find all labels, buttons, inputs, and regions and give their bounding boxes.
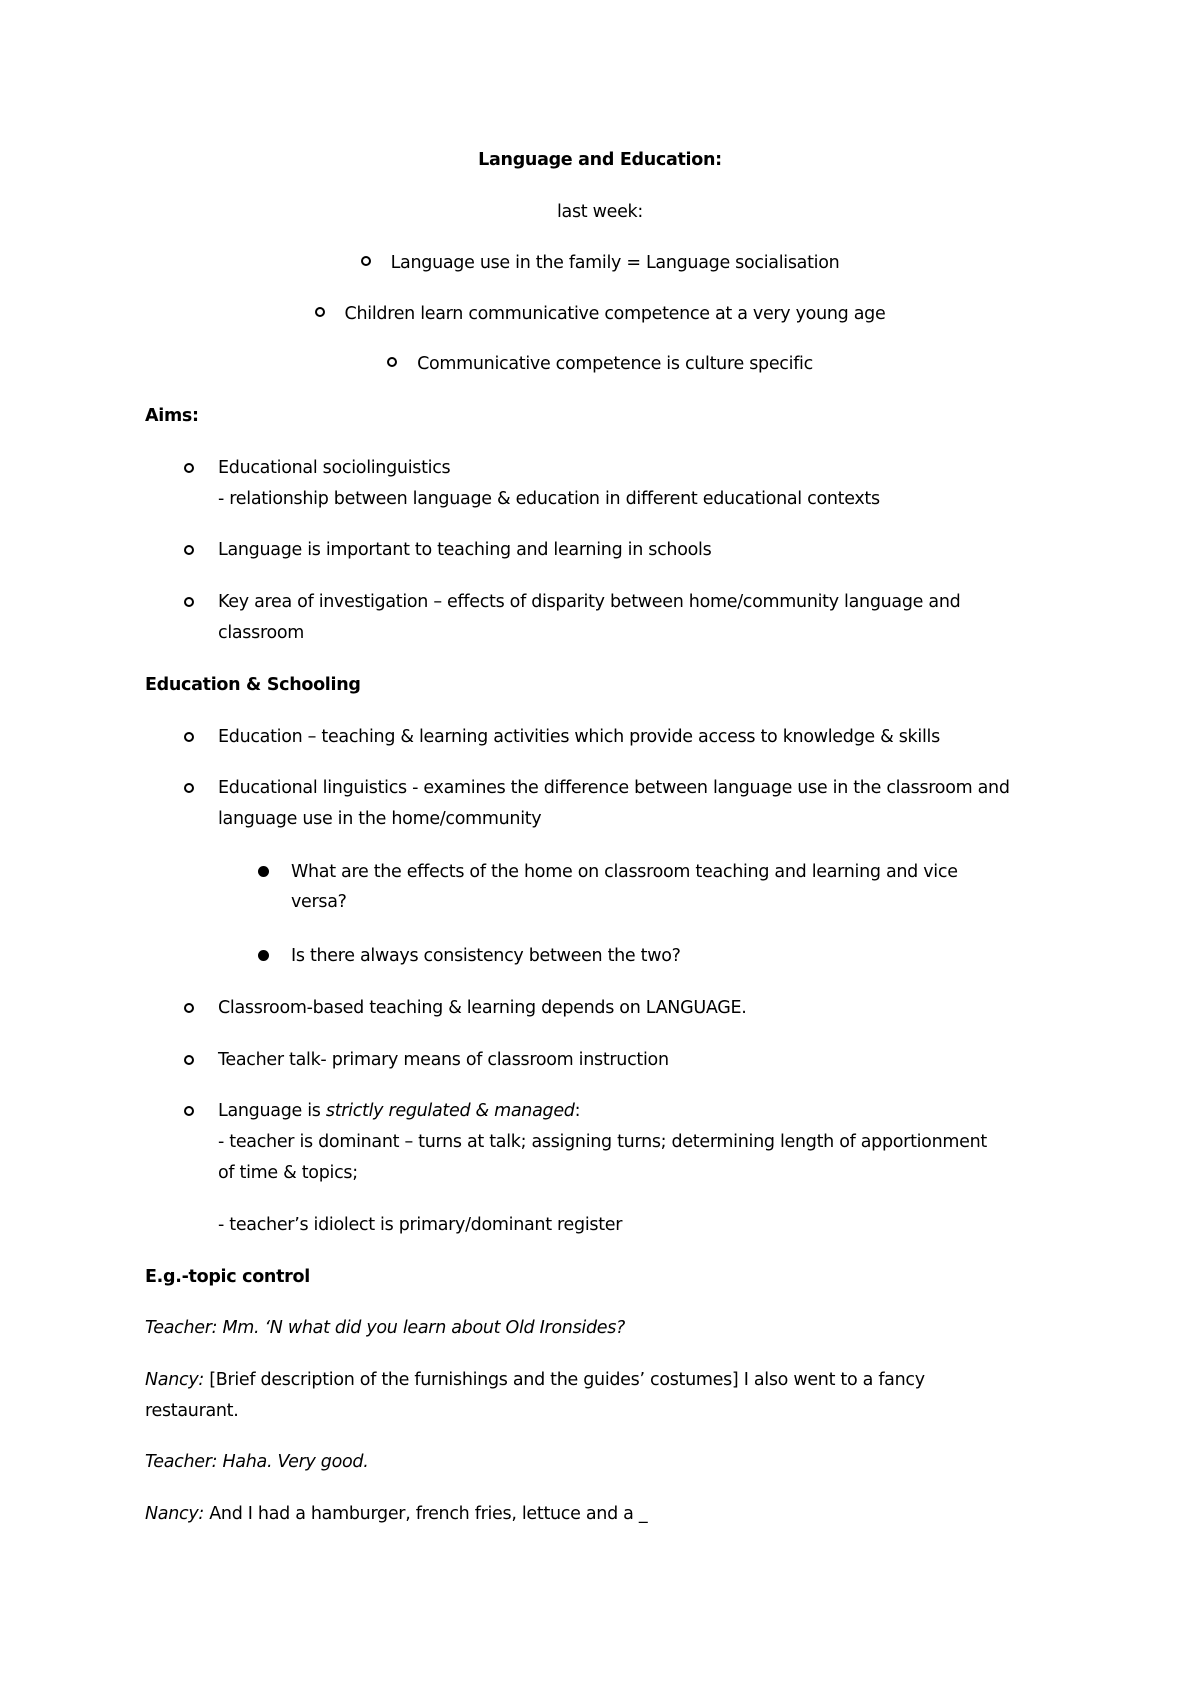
example-line-1: Teacher: Mm. ‘N what did you learn about Old Ironsides? (145, 1318, 626, 1338)
example-line-2 (145, 1368, 925, 1392)
solid-bullet-icon (258, 950, 269, 961)
schooling-item-5 (218, 1099, 580, 1123)
aims-item-1: Educational sociolinguistics (218, 458, 451, 478)
last-week-item-2-text: Children learn communicative competence at a very young age (344, 304, 886, 324)
hollow-bullet-icon (184, 1106, 194, 1116)
aims-item-3-line-1: Key area of investigation – effects of disparity between home/community language and (218, 592, 961, 612)
example-line-4 (145, 1502, 647, 1526)
aims-item-2: Language is important to teaching and learning in schools (218, 540, 712, 560)
schooling-item-2-line-1: Educational linguistics - examines the difference between language use in the classroom and (218, 778, 1010, 798)
aims-item-1-sub: - relationship between language & education in different educational contexts (218, 489, 880, 509)
schooling-item-3: Classroom-based teaching & learning depends on LANGUAGE. (218, 998, 747, 1018)
last-week-item-1-text: Language use in the family = Language socialisation (390, 253, 840, 273)
schooling-sub-1-line-2: versa? (291, 892, 347, 912)
example-line-4-text: And I had a hamburger, french fries, lettuce and a _ (203, 1504, 648, 1524)
aims-item-3-line-2: classroom (218, 623, 305, 643)
last-week-item-3 (0, 352, 1200, 376)
solid-bullet-icon (258, 866, 269, 877)
aims-heading: Aims: (145, 406, 199, 426)
example-line-4-speaker: Nancy: (145, 1504, 204, 1524)
hollow-bullet-icon (184, 732, 194, 742)
schooling-item-5-sub-2: - teacher’s idiolect is primary/dominant register (218, 1215, 623, 1235)
schooling-item-2-line-2: language use in the home/community (218, 809, 542, 829)
example-heading: E.g.-topic control (145, 1267, 310, 1287)
schooling-item-5-prefix: Language is (218, 1101, 326, 1121)
schooling-sub-2: Is there always consistency between the two? (291, 946, 681, 966)
schooling-item-5-sub-1-line-1: - teacher is dominant – turns at talk; assigning turns; determining length of apportionment (218, 1132, 987, 1152)
hollow-bullet-icon (387, 357, 397, 367)
example-line-2-text: [Brief description of the furnishings and the guides’ costumes] I also went to a fancy (203, 1370, 925, 1390)
document-title: Language and Education: (478, 150, 722, 170)
last-week-heading: last week: (556, 202, 643, 222)
example-line-3: Teacher: Haha. Very good. (145, 1452, 369, 1472)
last-week-item-1 (0, 251, 1200, 275)
hollow-bullet-icon (184, 463, 194, 473)
schooling-item-5-emphasis: strictly regulated & managed (325, 1101, 575, 1121)
hollow-bullet-icon (184, 545, 194, 555)
last-week-item-2 (0, 302, 1200, 326)
hollow-bullet-icon (184, 1003, 194, 1013)
hollow-bullet-icon (361, 256, 371, 266)
example-line-2-speaker: Nancy: (145, 1370, 204, 1390)
schooling-item-5-suffix: : (574, 1101, 581, 1121)
schooling-heading: Education & Schooling (145, 675, 361, 695)
hollow-bullet-icon (315, 307, 325, 317)
schooling-item-1: Education – teaching & learning activities which provide access to knowledge & skills (218, 727, 940, 747)
schooling-sub-1-line-1: What are the effects of the home on classroom teaching and learning and vice (291, 862, 958, 882)
hollow-bullet-icon (184, 783, 194, 793)
hollow-bullet-icon (184, 1055, 194, 1065)
example-line-2-cont: restaurant. (145, 1401, 239, 1421)
last-week-item-3-text: Communicative competence is culture specific (417, 354, 813, 374)
schooling-item-4: Teacher talk- primary means of classroom instruction (218, 1050, 669, 1070)
schooling-item-5-sub-1-line-2: of time & topics; (218, 1163, 358, 1183)
hollow-bullet-icon (184, 597, 194, 607)
